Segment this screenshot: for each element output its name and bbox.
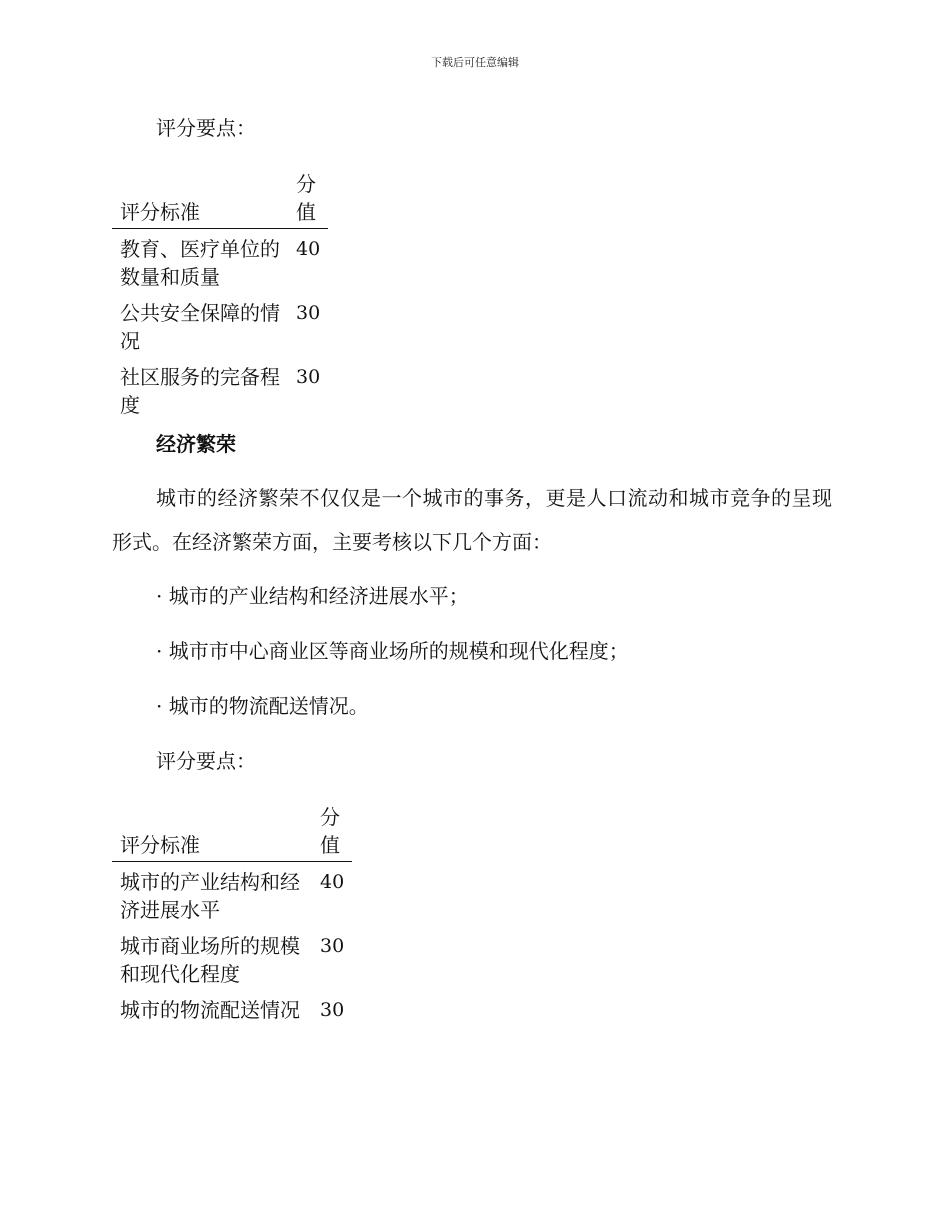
section-heading-wrapper	[112, 430, 832, 458]
cell-score: 40	[296, 238, 321, 260]
scoring-label-2	[112, 747, 832, 775]
table-row	[112, 229, 328, 296]
cell-criteria: 教育、医疗单位的数量和质量	[120, 237, 280, 289]
scoring-table-2-wrapper	[112, 803, 372, 1028]
scoring-label-text: 评分要点：	[156, 116, 256, 140]
col-header-score: 分值	[288, 170, 328, 229]
cell-criteria: 公共安全保障的情况	[120, 301, 280, 353]
table-header-row	[112, 803, 352, 862]
cell-criteria: 城市的物流配送情况	[120, 998, 300, 1022]
col-header-criteria: 评分标准	[112, 170, 288, 229]
cell-criteria: 城市商业场所的规模和现代化程度	[120, 934, 300, 986]
bullet-text: · 城市市中心商业区等商业场所的规模和现代化程度；	[156, 639, 629, 663]
cell-score: 30	[320, 999, 345, 1021]
cell-criteria: 社区服务的完备程度	[120, 365, 280, 417]
bullet-list-item	[112, 637, 832, 665]
scoring-table-1	[112, 170, 328, 423]
scoring-label-text: 评分要点：	[156, 749, 256, 773]
cell-criteria: 城市的产业结构和经济进展水平	[120, 870, 300, 922]
section-heading: 经济繁荣	[156, 432, 236, 456]
table-row	[112, 862, 352, 929]
bullet-list-item	[112, 582, 832, 610]
bullet-text: · 城市的产业结构和经济进展水平；	[156, 584, 469, 608]
page-header: 下载后可任意编辑	[431, 56, 519, 69]
cell-score: 30	[296, 366, 321, 388]
scoring-table-1-wrapper	[112, 170, 352, 423]
col-header-criteria: 评分标准	[112, 803, 312, 862]
table-row	[112, 992, 352, 1028]
cell-score: 40	[320, 871, 345, 893]
intro-paragraph-wrapper	[112, 476, 832, 564]
bullet-list-item	[112, 692, 832, 720]
scoring-label-1	[112, 114, 832, 142]
col-header-score: 分值	[312, 803, 352, 862]
table-header-row	[112, 170, 328, 229]
table-row	[112, 928, 352, 992]
table-row	[112, 359, 328, 423]
cell-score: 30	[296, 302, 321, 324]
table-row	[112, 295, 328, 359]
cell-score: 30	[320, 935, 345, 957]
intro-paragraph: 城市的经济繁荣不仅仅是一个城市的事务，更是人口流动和城市竞争的呈现形式。在经济繁荣方面，主要考核以下几个方面：	[112, 486, 832, 554]
bullet-text: · 城市的物流配送情况。	[156, 694, 369, 718]
scoring-table-2	[112, 803, 352, 1028]
